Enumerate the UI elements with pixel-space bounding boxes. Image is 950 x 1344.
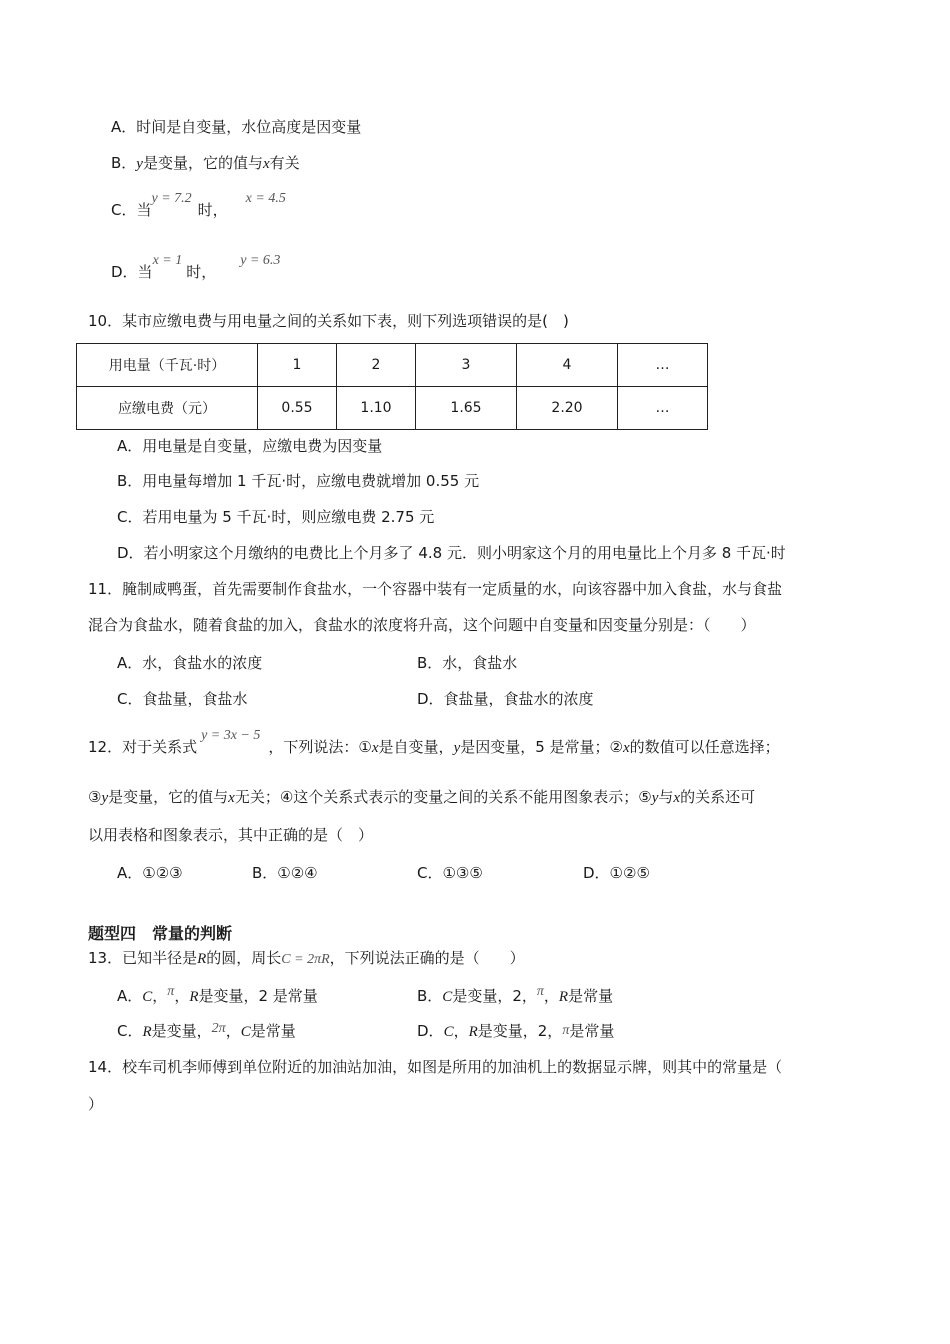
q10-option-a: A．用电量是自变量，应缴电费为因变量	[117, 437, 383, 455]
text: 是自变量，	[378, 738, 454, 756]
q9-option-b	[111, 153, 300, 174]
option-label: C．当	[111, 201, 152, 219]
q14-stem-line2: ）	[88, 1095, 104, 1113]
var-R: R	[468, 1024, 478, 1040]
var-y: y	[651, 790, 659, 806]
var-y: y	[136, 156, 143, 172]
text: ③	[88, 788, 102, 806]
q10-option-c: C．若用电量为 5 千瓦·时，则应缴电费 2.75 元	[117, 508, 435, 526]
text: ，下列说法正确的是（ ）	[329, 949, 525, 967]
table-cell: 1	[258, 344, 337, 387]
electricity-table	[76, 343, 708, 430]
text: ，	[453, 1022, 469, 1040]
var-x: x	[228, 790, 235, 806]
q12-stem-line2	[88, 787, 755, 808]
var-R: R	[197, 951, 207, 967]
symbol-pi: π	[167, 984, 175, 999]
table-cell: …	[618, 344, 708, 387]
table-header-cell: 应缴电费（元）	[77, 387, 258, 430]
text: 是常量	[250, 1022, 296, 1040]
table-cell: 1.10	[337, 387, 416, 430]
var-x: x	[262, 156, 270, 172]
q9-option-a: A．时间是自变量，水位高度是因变量	[111, 118, 362, 136]
formula-y-6-3: y = 6.3	[240, 253, 281, 268]
formula-circumference: C = 2πR	[281, 952, 330, 967]
q14-stem-line1: 14．校车司机李师傅到单位附近的加油站加油，如图是所用的加油机上的数据显示牌，则其中的常量是（	[88, 1058, 783, 1076]
text: 是常量	[569, 1022, 615, 1040]
var-x: x	[673, 790, 681, 806]
text: 是变量，2 是常量	[198, 987, 318, 1005]
q11-option-c: C．食盐量，食盐水	[117, 690, 248, 708]
q9-option-c	[111, 191, 286, 222]
formula-x-4-5: x = 4.5	[245, 191, 286, 206]
text: ，	[174, 987, 190, 1005]
text: ，下列说法：①	[268, 738, 372, 756]
q12-option-c: C．①③⑤	[417, 864, 483, 882]
text: 的圆，周长	[206, 949, 282, 967]
text: 是因变量，5 是常量；②	[460, 738, 623, 756]
option-label: B．	[111, 154, 137, 172]
option-label: D．	[417, 1022, 444, 1040]
text: 13．已知半径是	[88, 949, 198, 967]
text: 是变量，它的值与	[142, 154, 263, 172]
var-y: y	[453, 740, 461, 756]
section-heading: 题型四 常量的判断	[88, 924, 233, 943]
text: 无关；④这个关系式表示的变量之间的关系不能用图象表示；⑤	[234, 788, 652, 806]
q12-option-d: D．①②⑤	[583, 864, 650, 882]
option-label: D．当	[111, 263, 153, 281]
q13-stem	[88, 948, 525, 970]
text: ，	[152, 987, 168, 1005]
option-label: B．	[417, 987, 443, 1005]
table-cell: 0.55	[258, 387, 337, 430]
table-cell: 2.20	[517, 387, 618, 430]
q13-option-a	[117, 986, 318, 1008]
text: 与	[658, 788, 674, 806]
text: 的数值可以任意选择；	[629, 738, 780, 756]
formula-y-7-2: y = 7.2	[151, 191, 192, 206]
q13-option-d	[417, 1021, 614, 1043]
q10-option-b: B．用电量每增加 1 千瓦·时，应缴电费就增加 0.55 元	[117, 472, 480, 490]
text: ，	[225, 1022, 241, 1040]
table-header-cell: 用电量（千瓦·时）	[77, 344, 258, 387]
text: 的关系还可	[680, 788, 756, 806]
text: 有关	[269, 154, 300, 172]
var-R: R	[558, 989, 569, 1005]
var-C: C	[240, 1024, 251, 1040]
option-label: A．	[117, 987, 143, 1005]
var-C: C	[442, 989, 453, 1005]
table-row	[77, 344, 708, 387]
formula-2pi: 2π	[211, 1021, 226, 1036]
q12-stem-line3: 以用表格和图象表示，其中正确的是（ ）	[88, 826, 374, 844]
var-C: C	[443, 1024, 454, 1040]
var-C: C	[142, 989, 153, 1005]
q11-option-a: A．水，食盐水的浓度	[117, 654, 263, 672]
var-x: x	[371, 740, 379, 756]
var-R: R	[189, 989, 199, 1005]
var-x: x	[623, 740, 630, 756]
text: 是变量，2，	[452, 987, 537, 1005]
table-cell: 4	[517, 344, 618, 387]
q11-option-b: B．水，食盐水	[417, 654, 518, 672]
text: ，	[543, 987, 559, 1005]
table-cell: …	[618, 387, 708, 430]
formula-x-1: x = 1	[152, 253, 183, 268]
formula-y-3x-5: y = 3x − 5	[201, 728, 261, 743]
table-row	[77, 387, 708, 430]
symbol-pi: π	[562, 1023, 570, 1038]
q12-option-a: A．①②③	[117, 864, 183, 882]
var-R: R	[142, 1024, 152, 1040]
q11-option-d: D．食盐量，食盐水的浓度	[417, 690, 594, 708]
table-cell: 1.65	[416, 387, 517, 430]
symbol-pi: π	[536, 984, 544, 999]
text: 时，	[186, 263, 217, 281]
table-cell: 2	[337, 344, 416, 387]
text: 是变量，它的值与	[108, 788, 229, 806]
text: 12．对于关系式	[88, 738, 198, 756]
var-y: y	[101, 790, 109, 806]
q13-option-b	[417, 986, 613, 1008]
text: 是变量，2，	[477, 1022, 563, 1040]
q12-option-b: B．①②④	[252, 864, 318, 882]
q10-option-d: D．若小明家这个月缴纳的电费比上个月多了 4.8 元．则小明家这个月的用电量比上个月多 8 千瓦·时	[117, 544, 786, 562]
q11-stem-line1: 11．腌制咸鸭蛋，首先需要制作食盐水，一个容器中装有一定质量的水，向该容器中加入食盐，水与食盐	[88, 580, 783, 598]
text: 是常量	[568, 987, 614, 1005]
q13-option-c	[117, 1021, 296, 1043]
q12-stem-line1	[88, 728, 780, 759]
text: 时，	[197, 201, 228, 219]
q11-stem-line2: 混合为食盐水，随着食盐的加入，食盐水的浓度将升高，这个问题中自变量和因变量分别是：（ ）	[88, 616, 756, 634]
table-cell: 3	[416, 344, 517, 387]
q9-option-d	[111, 253, 281, 284]
text: 是变量，	[151, 1022, 212, 1040]
option-label: C．	[117, 1022, 143, 1040]
q10-stem: 10．某市应缴电费与用电量之间的关系如下表，则下列选项错误的是( )	[88, 312, 569, 330]
